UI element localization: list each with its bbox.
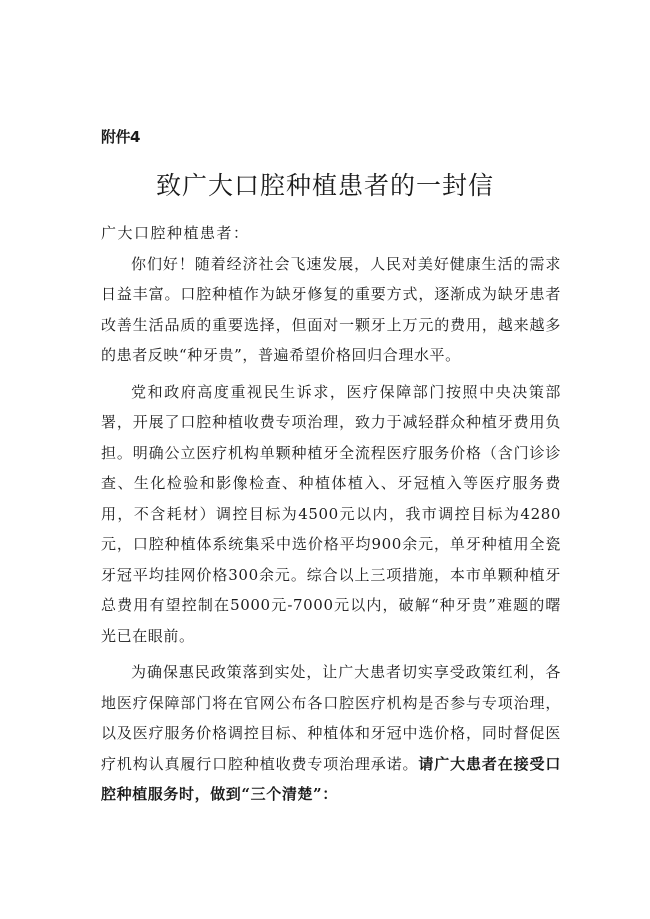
letter-body: [101, 218, 561, 810]
emphasized-text: 请广大患者在接受口腔种植服务时，做到“三个清楚”：: [101, 754, 561, 803]
paragraph-policy: [101, 377, 561, 652]
salutation: 广大口腔种植患者：: [101, 224, 250, 242]
paragraph-text: 为确保惠民政策落到实处，让广大患者切实享受政策红利，各地医疗保障部门将在官网公布各口腔医疗机构是否参与专项治理，以及医疗服务价格调控目标、种植体和牙冠中选价格，同时督促医疗机构认真履行口腔种植收费专项治理承诺。: [101, 663, 561, 773]
paragraph-text: 党和政府高度重视民生诉求，医疗保障部门按照中央决策部署，开展了口腔种植收费专项治理，致力于减轻群众种植牙费用负担。明确公立医疗机构单颗种植牙全流程医疗服务价格（含门诊诊查、生化检验和影像检查、种植体植入、牙冠植入等医疗服务费用，不含耗材）调控目标为4500元以内，我市调控目标为4280元，口腔种植体系统集采中选价格平均900余元，单牙种植用全瓷牙冠平均挂网价格300余元。综合以上三项措施，本市单颗种植牙总费用有望控制在5000元-7000元以内，破解“种牙贵”难题的曙光已在眼前。: [101, 382, 561, 645]
page-title: 致广大口腔种植患者的一封信: [155, 171, 494, 200]
paragraph-text: 你们好！随着经济社会飞速发展，人民对美好健康生活的需求日益丰富。口腔种植作为缺牙修复的重要方式，逐渐成为缺牙患者改善生活品质的重要选择，但面对一颗牙上万元的费用，越来越多的患者反映“种牙贵”，普遍希望价格回归合理水平。: [101, 254, 561, 364]
attachment-label: 附件4: [101, 128, 140, 146]
paragraph-greeting: [101, 249, 561, 371]
paragraph-implementation: [101, 657, 561, 810]
